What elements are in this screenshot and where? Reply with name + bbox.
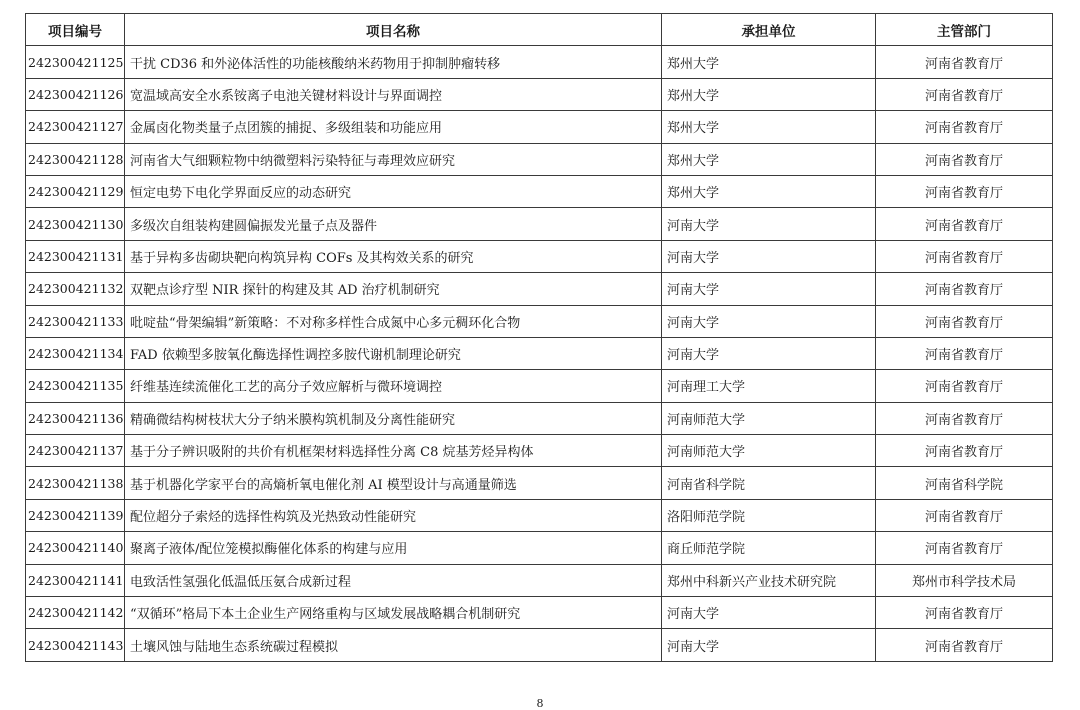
table-row <box>26 402 1053 434</box>
unit-cell: 河南理工大学 <box>662 370 876 402</box>
project-table <box>25 13 1053 662</box>
project-name-cell: 基于异构多齿砌块靶向构筑异构 COFs 及其构效关系的研究 <box>125 240 662 272</box>
project-code-cell: 242300421129 <box>26 175 125 207</box>
project-code-cell: 242300421130 <box>26 208 125 240</box>
dept-cell: 河南省教育厅 <box>876 629 1053 661</box>
project-name-cell: “双循环”格局下本土企业生产网络重构与区域发展战略耦合机制研究 <box>125 597 662 629</box>
project-list-sheet <box>25 13 1052 662</box>
project-code-cell: 242300421127 <box>26 111 125 143</box>
project-code-cell: 242300421135 <box>26 370 125 402</box>
project-code-cell: 242300421141 <box>26 564 125 596</box>
project-name-cell: 干扰 CD36 和外泌体活性的功能核酸纳米药物用于抑制肿瘤转移 <box>125 46 662 78</box>
table-row <box>26 370 1053 402</box>
table-row <box>26 305 1053 337</box>
table-row <box>26 597 1053 629</box>
table-row <box>26 532 1053 564</box>
unit-cell: 郑州大学 <box>662 143 876 175</box>
unit-cell: 河南大学 <box>662 629 876 661</box>
project-code-cell: 242300421143 <box>26 629 125 661</box>
table-row <box>26 273 1053 305</box>
dept-cell: 河南省教育厅 <box>876 208 1053 240</box>
table-row <box>26 629 1053 661</box>
table-header-row <box>26 14 1053 46</box>
header-undertaking-unit: 承担单位 <box>662 14 876 46</box>
unit-cell: 河南师范大学 <box>662 435 876 467</box>
dept-cell: 河南省教育厅 <box>876 337 1053 369</box>
header-project-code: 项目编号 <box>26 14 125 46</box>
project-name-cell: 精确微结构树枝状大分子纳米膜构筑机制及分离性能研究 <box>125 402 662 434</box>
table-row <box>26 435 1053 467</box>
table-row <box>26 46 1053 78</box>
project-name-cell: 配位超分子索烃的选择性构筑及光热致动性能研究 <box>125 499 662 531</box>
project-name-cell: 河南省大气细颗粒物中纳微塑料污染特征与毒理效应研究 <box>125 143 662 175</box>
project-code-cell: 242300421136 <box>26 402 125 434</box>
dept-cell: 河南省教育厅 <box>876 499 1053 531</box>
project-code-cell: 242300421132 <box>26 273 125 305</box>
project-code-cell: 242300421126 <box>26 78 125 110</box>
table-row <box>26 499 1053 531</box>
dept-cell: 河南省教育厅 <box>876 597 1053 629</box>
project-name-cell: 宽温域高安全水系铵离子电池关键材料设计与界面调控 <box>125 78 662 110</box>
unit-cell: 河南大学 <box>662 597 876 629</box>
dept-cell: 河南省教育厅 <box>876 435 1053 467</box>
project-name-cell: 金属卤化物类量子点团簇的捕捉、多级组装和功能应用 <box>125 111 662 143</box>
unit-cell: 河南大学 <box>662 208 876 240</box>
dept-cell: 郑州市科学技术局 <box>876 564 1053 596</box>
table-row <box>26 143 1053 175</box>
dept-cell: 河南省教育厅 <box>876 240 1053 272</box>
dept-cell: 河南省教育厅 <box>876 305 1053 337</box>
project-code-cell: 242300421134 <box>26 337 125 369</box>
project-name-cell: 基于机器化学家平台的高熵析氧电催化剂 AI 模型设计与高通量筛选 <box>125 467 662 499</box>
unit-cell: 洛阳师范学院 <box>662 499 876 531</box>
project-code-cell: 242300421140 <box>26 532 125 564</box>
table-row <box>26 78 1053 110</box>
unit-cell: 河南师范大学 <box>662 402 876 434</box>
table-row <box>26 111 1053 143</box>
unit-cell: 郑州中科新兴产业技术研究院 <box>662 564 876 596</box>
unit-cell: 郑州大学 <box>662 46 876 78</box>
project-code-cell: 242300421131 <box>26 240 125 272</box>
header-project-name: 项目名称 <box>125 14 662 46</box>
project-name-cell: 电致活性氢强化低温低压氨合成新过程 <box>125 564 662 596</box>
project-name-cell: 基于分子辨识吸附的共价有机框架材料选择性分离 C8 烷基芳烃异构体 <box>125 435 662 467</box>
project-name-cell: 吡啶盐“骨架编辑”新策略：不对称多样性合成氮中心多元稠环化合物 <box>125 305 662 337</box>
dept-cell: 河南省教育厅 <box>876 532 1053 564</box>
project-code-cell: 242300421139 <box>26 499 125 531</box>
page-number: 8 <box>536 697 544 710</box>
unit-cell: 郑州大学 <box>662 111 876 143</box>
unit-cell: 河南大学 <box>662 240 876 272</box>
dept-cell: 河南省教育厅 <box>876 78 1053 110</box>
unit-cell: 河南省科学院 <box>662 467 876 499</box>
dept-cell: 河南省教育厅 <box>876 143 1053 175</box>
project-code-cell: 242300421138 <box>26 467 125 499</box>
unit-cell: 河南大学 <box>662 305 876 337</box>
header-competent-department: 主管部门 <box>876 14 1053 46</box>
unit-cell: 郑州大学 <box>662 78 876 110</box>
project-name-cell: FAD 依赖型多胺氧化酶选择性调控多胺代谢机制理论研究 <box>125 337 662 369</box>
project-code-cell: 242300421125 <box>26 46 125 78</box>
project-code-cell: 242300421133 <box>26 305 125 337</box>
project-name-cell: 纤维基连续流催化工艺的高分子效应解析与微环境调控 <box>125 370 662 402</box>
project-code-cell: 242300421137 <box>26 435 125 467</box>
dept-cell: 河南省科学院 <box>876 467 1053 499</box>
dept-cell: 河南省教育厅 <box>876 402 1053 434</box>
unit-cell: 郑州大学 <box>662 175 876 207</box>
project-name-cell: 聚离子液体/配位笼模拟酶催化体系的构建与应用 <box>125 532 662 564</box>
table-row <box>26 564 1053 596</box>
table-row <box>26 208 1053 240</box>
dept-cell: 河南省教育厅 <box>876 175 1053 207</box>
project-name-cell: 恒定电势下电化学界面反应的动态研究 <box>125 175 662 207</box>
table-row <box>26 467 1053 499</box>
project-name-cell: 土壤风蚀与陆地生态系统碳过程模拟 <box>125 629 662 661</box>
dept-cell: 河南省教育厅 <box>876 273 1053 305</box>
table-row <box>26 337 1053 369</box>
project-name-cell: 多级次自组装构建圆偏振发光量子点及器件 <box>125 208 662 240</box>
dept-cell: 河南省教育厅 <box>876 46 1053 78</box>
dept-cell: 河南省教育厅 <box>876 111 1053 143</box>
table-row <box>26 240 1053 272</box>
table-row <box>26 175 1053 207</box>
unit-cell: 河南大学 <box>662 337 876 369</box>
project-name-cell: 双靶点诊疗型 NIR 探针的构建及其 AD 治疗机制研究 <box>125 273 662 305</box>
project-code-cell: 242300421142 <box>26 597 125 629</box>
unit-cell: 河南大学 <box>662 273 876 305</box>
project-code-cell: 242300421128 <box>26 143 125 175</box>
unit-cell: 商丘师范学院 <box>662 532 876 564</box>
table-body <box>26 46 1053 661</box>
dept-cell: 河南省教育厅 <box>876 370 1053 402</box>
